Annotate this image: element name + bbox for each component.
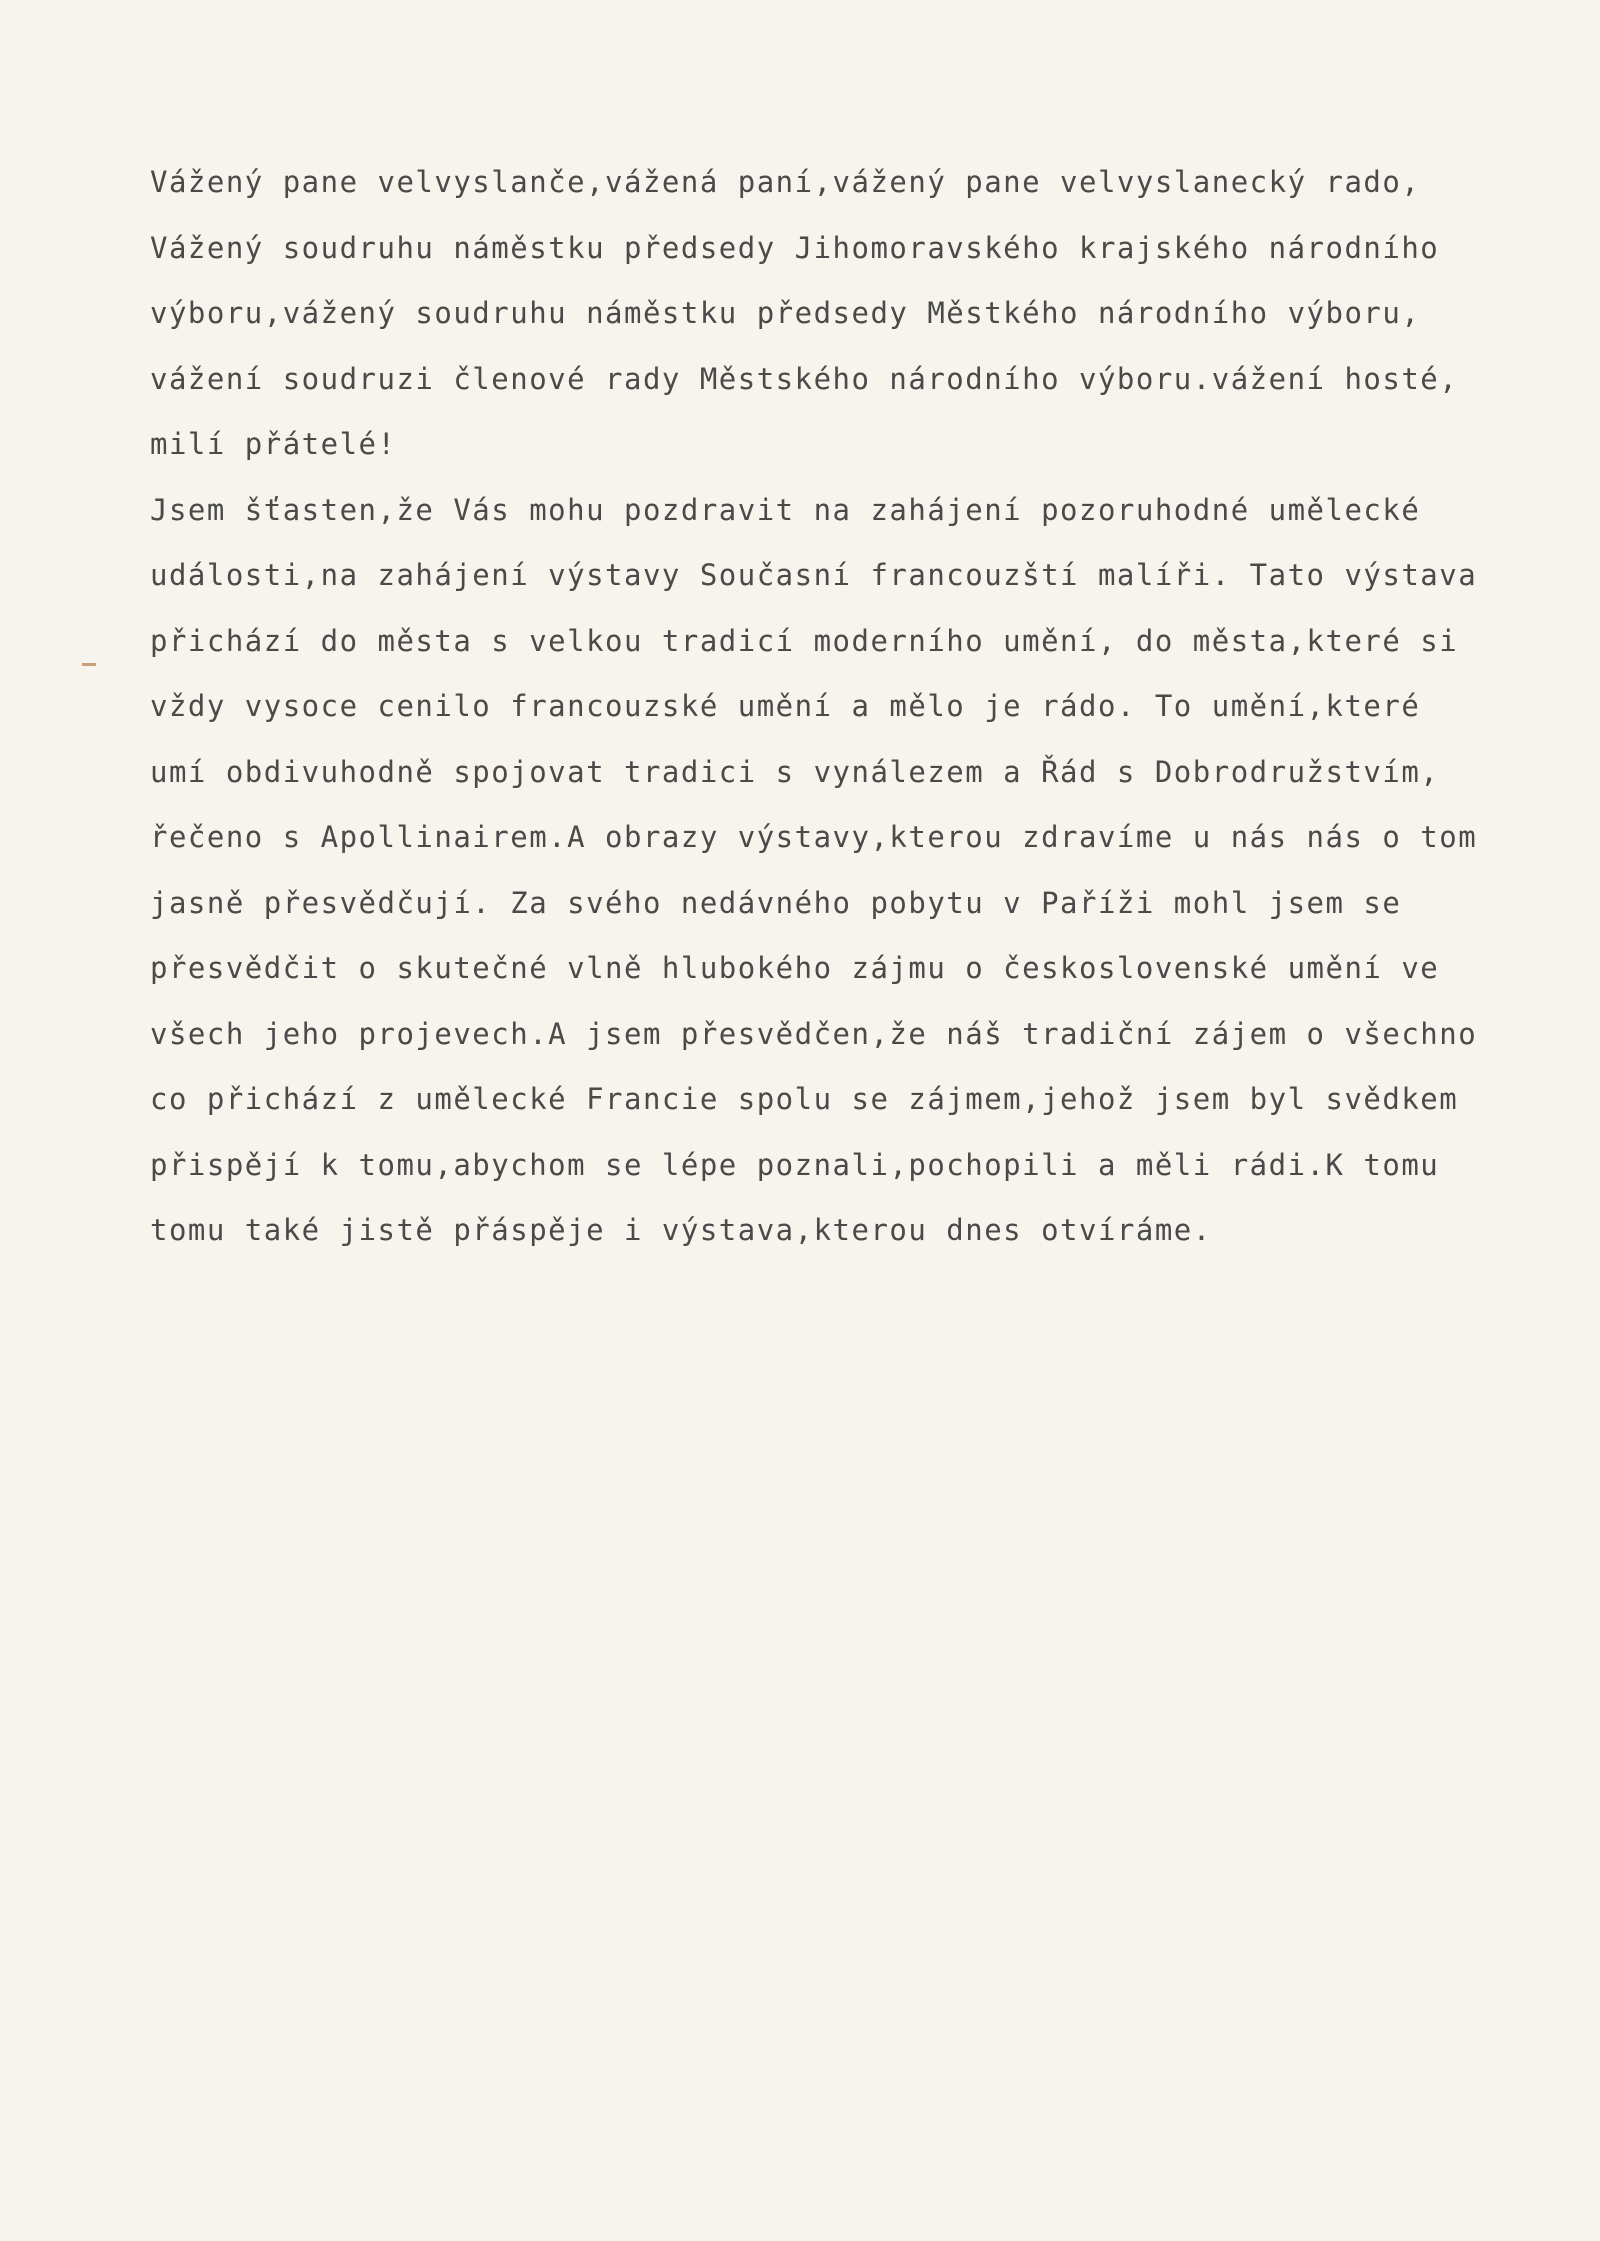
text-line: Jsem šťasten,že Vás mohu pozdravit na zahájení pozoruhodné umělecké <box>150 492 1421 527</box>
margin-mark <box>82 663 96 666</box>
typewritten-speech <box>150 160 1570 1274</box>
text-line: vždy vysoce cenilo francouzské umění a mělo je rádo. To umění,které <box>150 689 1421 723</box>
text-line: přesvědčit o skutečné vlně hlubokého zájmu o československé umění ve <box>150 951 1440 985</box>
text-line: Vážený soudruhu náměstku předsedy Jihomoravského krajského národního <box>150 230 1440 265</box>
text-line: tomu také jistě přáspěje i výstava,kterou dnes otvíráme. <box>150 1213 1212 1247</box>
text-line: umí obdivuhodně spojovat tradici s vynálezem a Řád s Dobrodružstvím, <box>150 754 1440 789</box>
text-line: milí přátelé! <box>150 427 397 461</box>
text-line: události,na zahájení výstavy Současní francouzští malíři. Tato výstava <box>150 558 1478 592</box>
text-line: výboru,vážený soudruhu náměstku předsedy Městkého národního výboru, <box>150 296 1421 330</box>
text-line: přispějí k tomu,abychom se lépe poznali,pochopili a měli rádi.K tomu <box>150 1147 1440 1182</box>
text-line: všech jeho projevech.A jsem přesvědčen,že náš tradiční zájem o všechno <box>150 1016 1478 1051</box>
text-line: jasně přesvědčují. Za svého nedávného pobytu v Paříži mohl jsem se <box>150 885 1402 920</box>
text-line: vážení soudruzi členové rady Městského národního výboru.vážení hosté, <box>150 361 1459 396</box>
text-line: Vážený pane velvyslanče,vážená paní,vážený pane velvyslanecký rado, <box>150 165 1421 199</box>
text-line: přichází do města s velkou tradicí moderního umění, do města,které si <box>150 623 1459 658</box>
text-line: co přichází z umělecké Francie spolu se zájmem,jehož jsem byl svědkem <box>150 1082 1459 1116</box>
text-line: řečeno s Apollinairem.A obrazy výstavy,kterou zdravíme u nás nás o tom <box>150 820 1478 854</box>
